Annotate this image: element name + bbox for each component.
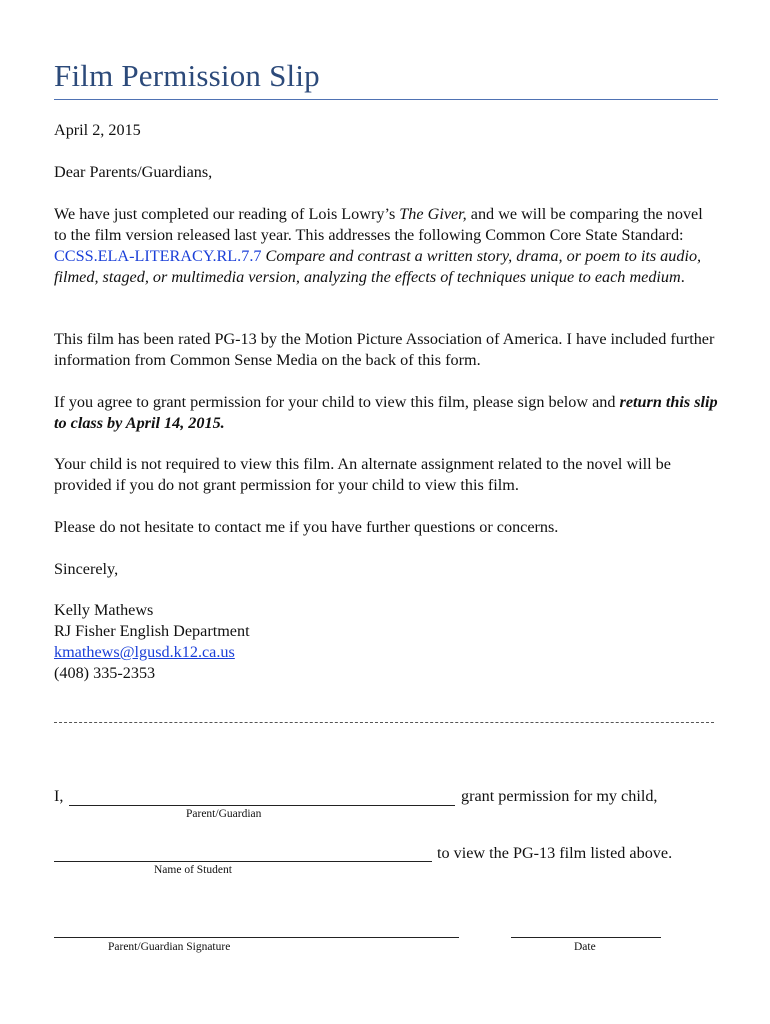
teacher-email-link[interactable] xyxy=(54,642,718,663)
intro-text-1: We have just completed our reading of Lois Lowry’s xyxy=(54,205,400,223)
document-page xyxy=(54,0,718,1024)
paragraph-contact: Please do not hesitate to contact me if you have further questions or concerns. xyxy=(54,518,559,536)
paragraph-permission xyxy=(54,392,718,434)
parent-signature-field[interactable] xyxy=(54,937,459,938)
paragraph-alternate: Your child is not required to view this film. An alternate assignment related to the novel will be provided if you do not grant permission for your child to view this film. xyxy=(54,455,671,494)
email-link-text[interactable]: kmathews@lgusd.k12.ca.us xyxy=(54,643,235,661)
date-label: Date xyxy=(574,941,596,953)
standard-text: Compare and contrast a written story, drama, or poem to its audio, filmed, staged, or multimedia version, analyzing the effects of techniques unique to each medium xyxy=(54,247,702,286)
form-prefix: I, xyxy=(54,787,64,805)
teacher-department: RJ Fisher English Department xyxy=(54,622,250,640)
date-field[interactable] xyxy=(511,937,661,938)
parent-guardian-label: Parent/Guardian xyxy=(186,808,262,820)
form-line2-suffix: to view the PG-13 film listed above. xyxy=(437,844,673,862)
standard-code-link[interactable]: CCSS.ELA-LITERACY.RL.7.7 xyxy=(54,247,262,265)
teacher-phone: (408) 335-2353 xyxy=(54,664,156,682)
teacher-name: Kelly Mathews xyxy=(54,601,154,619)
page-title: Film Permission Slip xyxy=(54,58,320,93)
parent-signature-label: Parent/Guardian Signature xyxy=(108,941,231,953)
book-title: The Giver, xyxy=(399,205,467,223)
student-name-label: Name of Student xyxy=(154,864,232,876)
letter-date: April 2, 2015 xyxy=(54,121,141,139)
closing: Sincerely, xyxy=(54,560,119,578)
intro-end: . xyxy=(680,268,685,286)
student-name-field[interactable] xyxy=(54,861,432,862)
permission-text: If you agree to grant permission for your child to view this film, please sign below and xyxy=(54,393,620,411)
salutation: Dear Parents/Guardians, xyxy=(54,163,213,181)
paragraph-rating: This film has been rated PG-13 by the Motion Picture Association of America. I have included further information from Common Sense Media on the back of this form. xyxy=(54,330,715,369)
paragraph-intro xyxy=(54,204,718,288)
parent-guardian-name-field[interactable] xyxy=(69,805,455,806)
intro-text-2: and we will be comparing the novel to the film version released last year. This addresses the following Common Core State Standard: xyxy=(54,205,703,244)
cut-line xyxy=(54,722,714,723)
return-deadline: return this slip to class by April 14, 2015. xyxy=(54,393,718,432)
form-line1-suffix: grant permission for my child, xyxy=(461,787,658,805)
title-divider xyxy=(54,99,718,100)
